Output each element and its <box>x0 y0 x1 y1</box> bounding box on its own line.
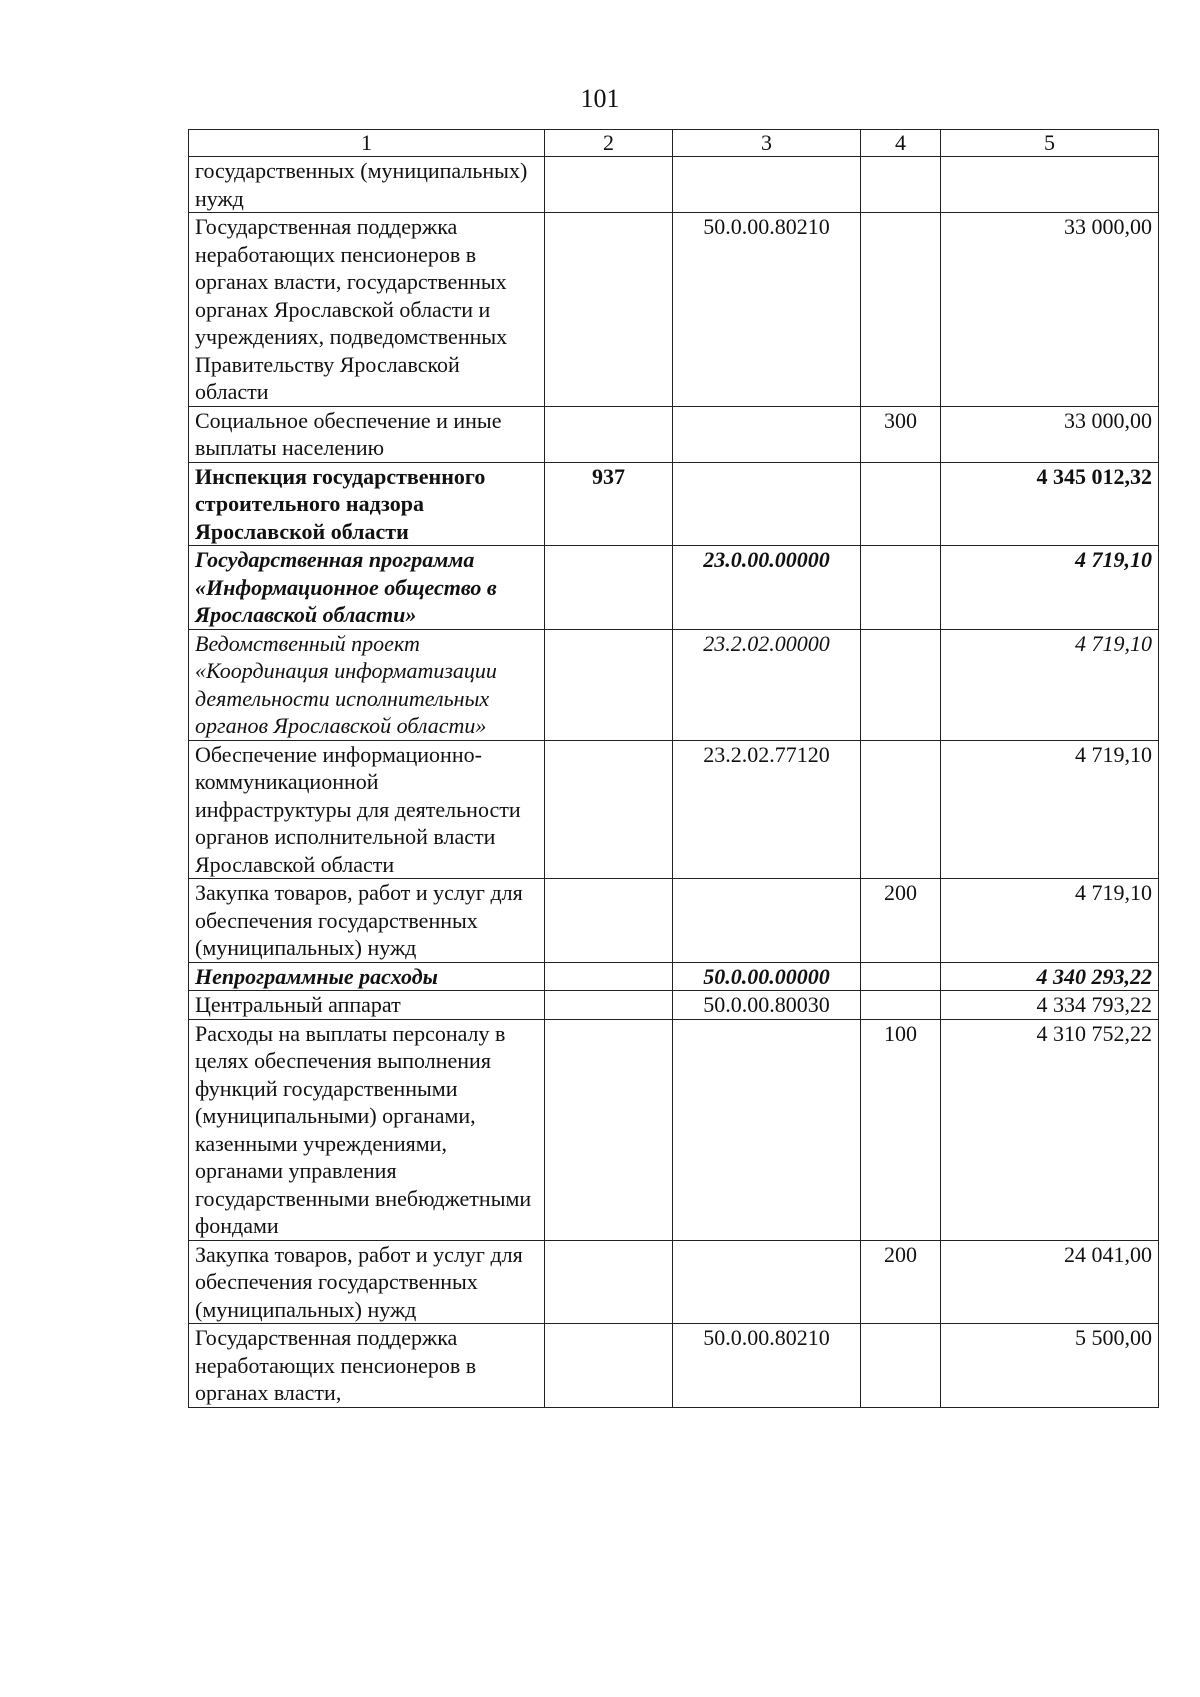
row-code: 23.2.02.77120 <box>673 740 861 879</box>
table-row <box>189 462 1159 546</box>
row-sum: 4 345 012,32 <box>941 462 1159 546</box>
row-sum: 4 719,10 <box>941 740 1159 879</box>
row-sum: 33 000,00 <box>941 406 1159 462</box>
row-expense-type <box>861 546 941 630</box>
row-code: 23.0.00.00000 <box>673 546 861 630</box>
row-name: Центральный аппарат <box>189 991 545 1020</box>
row-code <box>673 157 861 213</box>
header-col-2: 2 <box>545 130 673 157</box>
row-code <box>673 879 861 963</box>
row-sum: 4 340 293,22 <box>941 962 1159 991</box>
row-admin <box>545 879 673 963</box>
table-row <box>189 1019 1159 1240</box>
row-expense-type: 200 <box>861 879 941 963</box>
row-code: 50.0.00.80210 <box>673 213 861 407</box>
budget-table <box>188 129 1159 1408</box>
row-admin <box>545 546 673 630</box>
row-name: Ведомственный проект «Координация информатизации деятельности исполнительных органов Ярославской области» <box>189 629 545 740</box>
header-row <box>189 130 1159 157</box>
table-row <box>189 962 1159 991</box>
table-row <box>189 991 1159 1020</box>
row-admin: 937 <box>545 462 673 546</box>
row-code <box>673 1019 861 1240</box>
row-admin <box>545 1019 673 1240</box>
row-code: 50.0.00.80030 <box>673 991 861 1020</box>
row-code: 50.0.00.80210 <box>673 1324 861 1408</box>
row-name: государственных (муниципальных) нужд <box>189 157 545 213</box>
table-row <box>189 546 1159 630</box>
row-expense-type: 300 <box>861 406 941 462</box>
row-expense-type <box>861 213 941 407</box>
row-expense-type <box>861 629 941 740</box>
row-name: Государственная программа «Информационное общество в Ярославской области» <box>189 546 545 630</box>
row-name: Государственная поддержка неработающих пенсионеров в органах власти, <box>189 1324 545 1408</box>
row-sum: 4 334 793,22 <box>941 991 1159 1020</box>
row-admin <box>545 157 673 213</box>
page-number: 101 <box>580 84 620 113</box>
row-admin <box>545 629 673 740</box>
table-row <box>189 740 1159 879</box>
row-name: Расходы на выплаты персоналу в целях обеспечения выполнения функций государственными (муниципальными) органами, казенными учреждениями, органами управления государственными внебюджетными фондами <box>189 1019 545 1240</box>
table-row <box>189 406 1159 462</box>
table-row <box>189 879 1159 963</box>
header-col-1: 1 <box>189 130 545 157</box>
row-name: Инспекция государственного строительного надзора Ярославской области <box>189 462 545 546</box>
row-code: 50.0.00.00000 <box>673 962 861 991</box>
row-expense-type <box>861 1324 941 1408</box>
row-code <box>673 462 861 546</box>
table-row <box>189 629 1159 740</box>
row-admin <box>545 991 673 1020</box>
row-expense-type <box>861 462 941 546</box>
table-row <box>189 213 1159 407</box>
row-name: Обеспечение информационно-коммуникационной инфраструктуры для деятельности органов исполнительной власти Ярославской области <box>189 740 545 879</box>
header-col-3: 3 <box>673 130 861 157</box>
row-code <box>673 406 861 462</box>
row-admin <box>545 740 673 879</box>
row-name: Закупка товаров, работ и услуг для обеспечения государственных (муниципальных) нужд <box>189 879 545 963</box>
row-sum: 4 310 752,22 <box>941 1019 1159 1240</box>
row-expense-type <box>861 157 941 213</box>
row-admin <box>545 1324 673 1408</box>
row-name: Закупка товаров, работ и услуг для обеспечения государственных (муниципальных) нужд <box>189 1240 545 1324</box>
row-name: Непрограммные расходы <box>189 962 545 991</box>
header-col-4: 4 <box>861 130 941 157</box>
row-sum: 4 719,10 <box>941 546 1159 630</box>
row-admin <box>545 213 673 407</box>
row-admin <box>545 406 673 462</box>
row-expense-type: 100 <box>861 1019 941 1240</box>
row-sum: 5 500,00 <box>941 1324 1159 1408</box>
row-sum: 4 719,10 <box>941 879 1159 963</box>
row-sum <box>941 157 1159 213</box>
table-row <box>189 1324 1159 1408</box>
row-expense-type <box>861 991 941 1020</box>
row-admin <box>545 962 673 991</box>
row-expense-type <box>861 740 941 879</box>
table-row <box>189 157 1159 213</box>
table-row <box>189 1240 1159 1324</box>
table-body <box>189 157 1159 1408</box>
header-col-5: 5 <box>941 130 1159 157</box>
row-name: Государственная поддержка неработающих пенсионеров в органах власти, государственных органах Ярославской области и учреждениях, подведомственных Правительству Ярославской области <box>189 213 545 407</box>
row-sum: 24 041,00 <box>941 1240 1159 1324</box>
row-code: 23.2.02.00000 <box>673 629 861 740</box>
table-header <box>189 130 1159 157</box>
row-expense-type <box>861 962 941 991</box>
row-name: Социальное обеспечение и иные выплаты населению <box>189 406 545 462</box>
row-sum: 4 719,10 <box>941 629 1159 740</box>
row-admin <box>545 1240 673 1324</box>
row-sum: 33 000,00 <box>941 213 1159 407</box>
row-code <box>673 1240 861 1324</box>
row-expense-type: 200 <box>861 1240 941 1324</box>
